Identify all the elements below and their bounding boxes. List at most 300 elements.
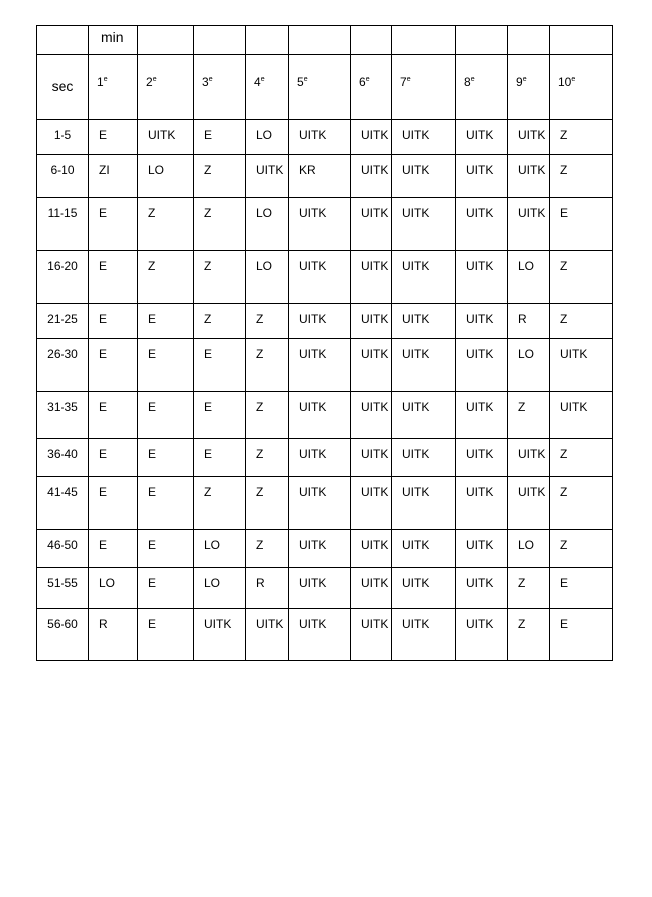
observation-code: E bbox=[99, 485, 108, 499]
table-cell bbox=[289, 198, 351, 251]
empty-header-cell bbox=[550, 26, 613, 55]
minute-number: 8 bbox=[464, 75, 471, 89]
table-cell bbox=[246, 155, 289, 198]
table-cell bbox=[138, 304, 194, 339]
empty-header-cell bbox=[508, 26, 550, 55]
observation-code: E bbox=[204, 128, 213, 142]
observation-code: Z bbox=[518, 400, 526, 414]
observation-code: E bbox=[99, 206, 108, 220]
observation-code: LO bbox=[256, 259, 273, 273]
observation-code: UITK bbox=[402, 259, 430, 273]
table-cell bbox=[392, 530, 456, 568]
table-cell bbox=[550, 392, 613, 439]
minute-number: 7 bbox=[400, 75, 407, 89]
table-cell bbox=[89, 530, 138, 568]
row-label-cell bbox=[37, 568, 89, 609]
observation-code: LO bbox=[518, 347, 535, 361]
observation-code: UITK bbox=[299, 447, 327, 461]
observation-code: UITK bbox=[402, 128, 430, 142]
observation-code: E bbox=[560, 617, 569, 631]
observation-code: UITK bbox=[402, 347, 430, 361]
table-cell bbox=[194, 392, 246, 439]
empty-header-cell bbox=[194, 26, 246, 55]
seconds-range: 6-10 bbox=[50, 163, 75, 177]
observation-code: R bbox=[256, 576, 265, 590]
table-cell bbox=[89, 251, 138, 304]
table-cell bbox=[138, 339, 194, 392]
table-cell bbox=[289, 530, 351, 568]
table-cell bbox=[351, 609, 392, 661]
minute-header bbox=[508, 55, 549, 89]
empty-header-cell bbox=[392, 26, 456, 55]
table-row bbox=[37, 198, 613, 251]
seconds-range: 31-35 bbox=[47, 400, 78, 414]
table-cell bbox=[508, 155, 550, 198]
seconds-range: 21-25 bbox=[47, 312, 78, 326]
observation-code: UITK bbox=[361, 163, 389, 177]
empty-header-cell bbox=[138, 26, 194, 55]
empty-header-cell bbox=[246, 26, 289, 55]
observation-code: UITK bbox=[402, 447, 430, 461]
observation-code: E bbox=[148, 347, 157, 361]
table-row bbox=[37, 120, 613, 155]
minute-number: 1 bbox=[97, 75, 104, 89]
table-cell bbox=[508, 392, 550, 439]
observation-code: UITK bbox=[466, 128, 494, 142]
table-cell bbox=[246, 339, 289, 392]
observation-code: Z bbox=[560, 128, 568, 142]
table-cell bbox=[138, 568, 194, 609]
table-cell bbox=[194, 120, 246, 155]
observation-code: UITK bbox=[256, 163, 284, 177]
table-row bbox=[37, 568, 613, 609]
table-cell bbox=[351, 392, 392, 439]
table-cell bbox=[392, 339, 456, 392]
minute-header-cell bbox=[456, 55, 508, 120]
observation-code: UITK bbox=[560, 347, 588, 361]
table-row bbox=[37, 477, 613, 530]
minute-header bbox=[351, 55, 391, 89]
corner-cell bbox=[37, 26, 89, 55]
table-cell bbox=[351, 339, 392, 392]
table-cell bbox=[138, 120, 194, 155]
table-cell bbox=[194, 609, 246, 661]
observation-code: UITK bbox=[402, 576, 430, 590]
table-cell bbox=[246, 392, 289, 439]
observation-code: Z bbox=[256, 400, 264, 414]
minute-number: 6 bbox=[359, 75, 366, 89]
table-cell bbox=[138, 155, 194, 198]
table-cell bbox=[351, 477, 392, 530]
table-cell bbox=[550, 120, 613, 155]
table-row bbox=[37, 251, 613, 304]
table-cell bbox=[289, 477, 351, 530]
table-cell bbox=[392, 392, 456, 439]
observation-code: UITK bbox=[299, 312, 327, 326]
minute-header bbox=[246, 55, 288, 89]
minute-number: 5 bbox=[297, 75, 304, 89]
seconds-range: 1-5 bbox=[53, 128, 72, 142]
table-cell bbox=[89, 392, 138, 439]
row-label-cell bbox=[37, 477, 89, 530]
table-cell bbox=[89, 120, 138, 155]
seconds-range: 36-40 bbox=[47, 447, 78, 461]
table-cell bbox=[194, 530, 246, 568]
table-row bbox=[37, 609, 613, 661]
table-cell bbox=[392, 155, 456, 198]
observation-code: Z bbox=[560, 538, 568, 552]
observation-code: UITK bbox=[361, 400, 389, 414]
observation-code: UITK bbox=[518, 128, 546, 142]
observation-code: UITK bbox=[299, 259, 327, 273]
observation-code: UITK bbox=[466, 259, 494, 273]
table-cell bbox=[138, 251, 194, 304]
seconds-range: 16-20 bbox=[47, 259, 78, 273]
observation-code: UITK bbox=[518, 447, 546, 461]
observation-code: Z bbox=[204, 206, 212, 220]
table-cell bbox=[289, 568, 351, 609]
observation-code: E bbox=[560, 576, 569, 590]
table-cell bbox=[89, 609, 138, 661]
seconds-range: 46-50 bbox=[47, 538, 78, 552]
observation-code: E bbox=[99, 447, 108, 461]
minute-number: 9 bbox=[516, 75, 523, 89]
observation-code: UITK bbox=[299, 347, 327, 361]
row-label-cell bbox=[37, 530, 89, 568]
observation-code: Z bbox=[256, 447, 264, 461]
observation-code: UITK bbox=[466, 485, 494, 499]
table-cell bbox=[508, 198, 550, 251]
table-cell bbox=[138, 609, 194, 661]
table-cell bbox=[392, 439, 456, 477]
minute-suffix: e bbox=[152, 76, 157, 83]
observation-code: Z bbox=[204, 485, 212, 499]
minute-number: 3 bbox=[202, 75, 209, 89]
observation-code: UITK bbox=[466, 206, 494, 220]
table-cell bbox=[392, 198, 456, 251]
observation-code: UITK bbox=[402, 617, 430, 631]
table-cell bbox=[392, 477, 456, 530]
table-cell bbox=[351, 304, 392, 339]
observation-code: UITK bbox=[466, 163, 494, 177]
observation-code: Z bbox=[560, 259, 568, 273]
table-cell bbox=[194, 155, 246, 198]
observation-code: UITK bbox=[299, 206, 327, 220]
table-cell bbox=[351, 155, 392, 198]
table-cell bbox=[392, 609, 456, 661]
minute-header bbox=[392, 55, 455, 89]
table-cell bbox=[456, 477, 508, 530]
observation-code: E bbox=[148, 447, 157, 461]
table-cell bbox=[289, 251, 351, 304]
table-cell bbox=[351, 120, 392, 155]
observation-code: UITK bbox=[466, 617, 494, 631]
observation-code: Z bbox=[560, 312, 568, 326]
observation-code: E bbox=[99, 259, 108, 273]
minute-number: 4 bbox=[254, 75, 261, 89]
observation-code: E bbox=[204, 447, 213, 461]
table-cell bbox=[194, 198, 246, 251]
observation-code: UITK bbox=[361, 206, 389, 220]
minute-suffix: e bbox=[103, 76, 108, 83]
table-cell bbox=[550, 155, 613, 198]
empty-header-cell bbox=[289, 26, 351, 55]
observation-code: E bbox=[148, 617, 157, 631]
observation-code: Z bbox=[256, 312, 264, 326]
minute-header bbox=[456, 55, 507, 89]
observation-code: LO bbox=[204, 538, 221, 552]
table-cell bbox=[194, 439, 246, 477]
observation-code: UITK bbox=[299, 128, 327, 142]
minute-suffix: e bbox=[406, 76, 411, 83]
observation-code: E bbox=[204, 347, 213, 361]
table-cell bbox=[194, 568, 246, 609]
minute-suffix: e bbox=[522, 76, 527, 83]
table-cell bbox=[456, 120, 508, 155]
table-cell bbox=[289, 609, 351, 661]
observation-code: UITK bbox=[466, 312, 494, 326]
observation-code: E bbox=[148, 576, 157, 590]
observation-code: UITK bbox=[148, 128, 176, 142]
table-cell bbox=[508, 568, 550, 609]
observation-code: UITK bbox=[402, 538, 430, 552]
observation-code: Z bbox=[560, 485, 568, 499]
table-cell bbox=[456, 568, 508, 609]
row-label-cell bbox=[37, 609, 89, 661]
table-cell bbox=[351, 198, 392, 251]
observation-code: Z bbox=[204, 259, 212, 273]
table-cell bbox=[246, 568, 289, 609]
observation-code: LO bbox=[256, 128, 273, 142]
sec-label-cell bbox=[37, 55, 89, 120]
table-cell bbox=[392, 304, 456, 339]
minute-number: 2 bbox=[146, 75, 153, 89]
seconds-range: 41-45 bbox=[47, 485, 78, 499]
table-cell bbox=[246, 477, 289, 530]
observation-code: E bbox=[204, 400, 213, 414]
observation-code: Z bbox=[256, 538, 264, 552]
minute-header-cell bbox=[246, 55, 289, 120]
observation-code: UITK bbox=[299, 538, 327, 552]
table-row bbox=[37, 304, 613, 339]
minute-header bbox=[289, 55, 350, 89]
table-cell bbox=[246, 251, 289, 304]
observation-code: LO bbox=[518, 538, 535, 552]
table-cell bbox=[456, 609, 508, 661]
table-cell bbox=[89, 439, 138, 477]
row-label-cell bbox=[37, 155, 89, 198]
minute-header-cell bbox=[89, 55, 138, 120]
table-cell bbox=[550, 339, 613, 392]
observation-code: UITK bbox=[518, 485, 546, 499]
observation-code: UITK bbox=[299, 576, 327, 590]
observation-code: UITK bbox=[361, 347, 389, 361]
table-cell bbox=[456, 530, 508, 568]
table-cell bbox=[508, 609, 550, 661]
row-label-cell bbox=[37, 339, 89, 392]
observation-table bbox=[36, 25, 613, 661]
observation-code: UITK bbox=[204, 617, 232, 631]
observation-code: UITK bbox=[299, 485, 327, 499]
table-cell bbox=[194, 477, 246, 530]
observation-code: R bbox=[99, 617, 108, 631]
minute-header-cell bbox=[508, 55, 550, 120]
observation-code: UITK bbox=[518, 163, 546, 177]
table-cell bbox=[456, 392, 508, 439]
table-cell bbox=[456, 251, 508, 304]
observation-code: UITK bbox=[361, 485, 389, 499]
observation-code: Z bbox=[518, 576, 526, 590]
observation-code: UITK bbox=[256, 617, 284, 631]
minute-header bbox=[550, 55, 612, 89]
table-cell bbox=[508, 120, 550, 155]
observation-code: Z bbox=[204, 312, 212, 326]
table-cell bbox=[246, 198, 289, 251]
table-cell bbox=[138, 198, 194, 251]
observation-code: Z bbox=[560, 163, 568, 177]
seconds-range: 51-55 bbox=[47, 576, 78, 590]
observation-code: UITK bbox=[402, 163, 430, 177]
observation-code: UITK bbox=[466, 538, 494, 552]
row-label-cell bbox=[37, 251, 89, 304]
observation-code: UITK bbox=[560, 400, 588, 414]
observation-code: R bbox=[518, 312, 527, 326]
observation-code: LO bbox=[148, 163, 165, 177]
row-label-cell bbox=[37, 304, 89, 339]
observation-code: E bbox=[148, 400, 157, 414]
table-cell bbox=[289, 439, 351, 477]
table-cell bbox=[138, 477, 194, 530]
table-row bbox=[37, 155, 613, 198]
table-cell bbox=[89, 304, 138, 339]
minute-header bbox=[138, 55, 193, 89]
min-label-cell bbox=[89, 26, 138, 55]
table-cell bbox=[194, 251, 246, 304]
table-cell bbox=[89, 568, 138, 609]
minute-header-cell bbox=[194, 55, 246, 120]
table-cell bbox=[392, 251, 456, 304]
observation-code: KR bbox=[299, 163, 316, 177]
table-cell bbox=[194, 339, 246, 392]
table-cell bbox=[508, 530, 550, 568]
observation-code: UITK bbox=[518, 206, 546, 220]
table-cell bbox=[89, 477, 138, 530]
table-cell bbox=[508, 304, 550, 339]
row-label-cell bbox=[37, 439, 89, 477]
observation-code: UITK bbox=[361, 617, 389, 631]
observation-code: E bbox=[99, 128, 108, 142]
table-cell bbox=[550, 568, 613, 609]
table-cell bbox=[351, 530, 392, 568]
observation-code: E bbox=[99, 347, 108, 361]
observation-code: UITK bbox=[402, 485, 430, 499]
observation-code: Z bbox=[560, 447, 568, 461]
table-cell bbox=[550, 477, 613, 530]
empty-header-cell bbox=[456, 26, 508, 55]
minute-header-cell bbox=[289, 55, 351, 120]
table-cell bbox=[289, 155, 351, 198]
observation-code: Z bbox=[518, 617, 526, 631]
minute-header bbox=[89, 55, 137, 89]
observation-code: Z bbox=[148, 259, 156, 273]
table-cell bbox=[89, 155, 138, 198]
table-row bbox=[37, 392, 613, 439]
observation-code: UITK bbox=[402, 206, 430, 220]
table-cell bbox=[89, 339, 138, 392]
table-cell bbox=[550, 530, 613, 568]
table-cell bbox=[456, 439, 508, 477]
table-cell bbox=[456, 339, 508, 392]
table-row bbox=[37, 439, 613, 477]
table-cell bbox=[246, 530, 289, 568]
observation-code: ZI bbox=[99, 163, 110, 177]
minute-suffix: e bbox=[571, 76, 576, 83]
row-label-cell bbox=[37, 198, 89, 251]
minute-suffix: e bbox=[470, 76, 475, 83]
table-cell bbox=[289, 120, 351, 155]
observation-code: UITK bbox=[299, 617, 327, 631]
observation-code: E bbox=[148, 538, 157, 552]
minute-suffix: e bbox=[303, 76, 308, 83]
table-cell bbox=[456, 304, 508, 339]
table-cell bbox=[246, 304, 289, 339]
table-cell bbox=[351, 568, 392, 609]
minute-header-cell bbox=[392, 55, 456, 120]
empty-header-cell bbox=[351, 26, 392, 55]
row-label-cell bbox=[37, 392, 89, 439]
observation-code: UITK bbox=[402, 400, 430, 414]
observation-code: E bbox=[148, 485, 157, 499]
table-cell bbox=[289, 339, 351, 392]
seconds-range: 56-60 bbox=[47, 617, 78, 631]
table-cell bbox=[550, 609, 613, 661]
observation-code: E bbox=[148, 312, 157, 326]
table-cell bbox=[550, 304, 613, 339]
table-cell bbox=[392, 120, 456, 155]
table-cell bbox=[194, 304, 246, 339]
min-label: min bbox=[101, 29, 124, 45]
observation-code: UITK bbox=[361, 447, 389, 461]
observation-code: Z bbox=[204, 163, 212, 177]
table-cell bbox=[550, 439, 613, 477]
observation-code: Z bbox=[148, 206, 156, 220]
minute-number: 10 bbox=[558, 75, 572, 89]
observation-code: UITK bbox=[361, 312, 389, 326]
table-cell bbox=[246, 439, 289, 477]
table-cell bbox=[456, 198, 508, 251]
table-cell bbox=[289, 392, 351, 439]
minute-header bbox=[194, 55, 245, 89]
observation-code: LO bbox=[518, 259, 535, 273]
table-cell bbox=[138, 439, 194, 477]
table-cell bbox=[508, 251, 550, 304]
table-cell bbox=[289, 304, 351, 339]
table-cell bbox=[508, 339, 550, 392]
minute-suffix: e bbox=[365, 76, 370, 83]
sec-label: sec bbox=[51, 78, 74, 94]
observation-code: UITK bbox=[361, 259, 389, 273]
minute-header-cell bbox=[351, 55, 392, 120]
table-cell bbox=[392, 568, 456, 609]
observation-code: E bbox=[560, 206, 569, 220]
observation-code: UITK bbox=[299, 400, 327, 414]
observation-code: UITK bbox=[361, 538, 389, 552]
minute-header-row bbox=[37, 55, 613, 120]
observation-code: E bbox=[99, 538, 108, 552]
seconds-range: 11-15 bbox=[47, 206, 78, 220]
table-cell bbox=[508, 477, 550, 530]
table-cell bbox=[508, 439, 550, 477]
